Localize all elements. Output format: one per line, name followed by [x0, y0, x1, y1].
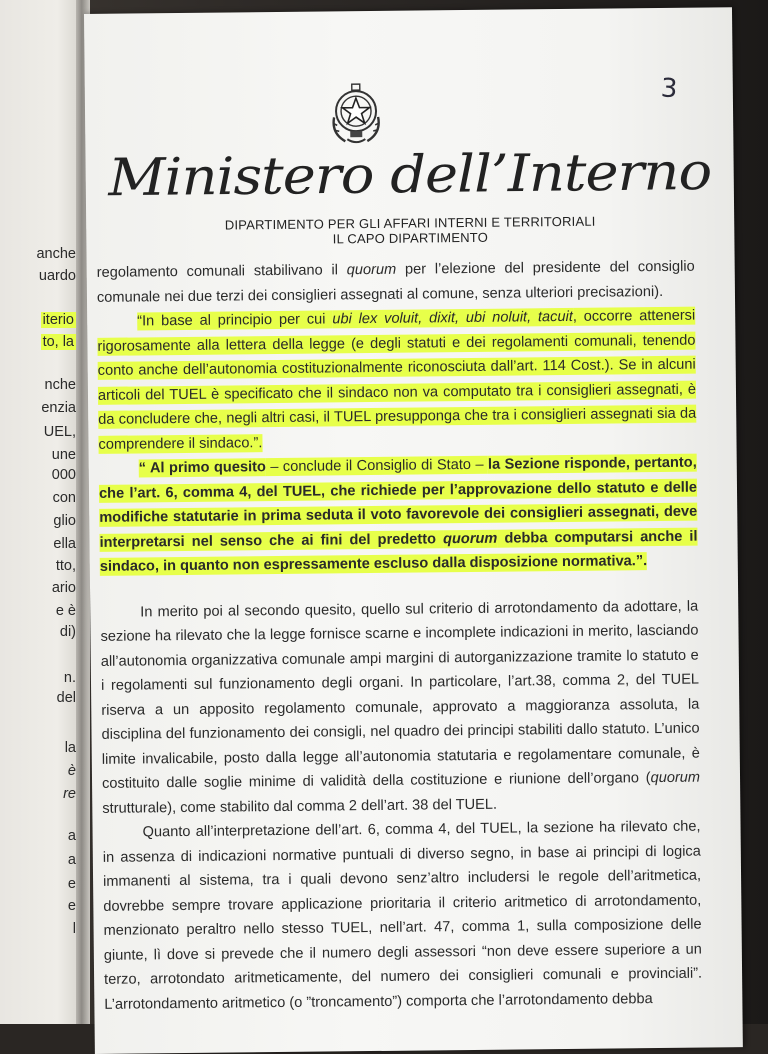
office-line: IL CAPO DIPARTIMENTO [332, 229, 489, 247]
left-page-text-fragment: e [67, 876, 76, 892]
paragraph-5 [102, 815, 702, 1017]
highlighted-bold-italic-text: quorum [442, 530, 498, 547]
text-run-italic: quorum [650, 769, 701, 787]
left-page-text-fragment: ella [53, 536, 76, 552]
text-run: strutturale), come stabilito dal comma 2 dell’art. 38 del TUEL. [102, 796, 498, 817]
left-page-text-fragment: nche [44, 377, 76, 393]
previous-page [0, 0, 82, 1024]
highlighted-bold-text: “ Al primo quesito [138, 459, 266, 477]
left-page-text-fragment: uardo [38, 268, 76, 284]
left-page-text-fragment: la [64, 740, 76, 756]
text-run: regolamento comunali stabilivano il [96, 262, 347, 281]
left-page-text-fragment: di) [59, 624, 76, 640]
left-page-text-fragment: re [63, 786, 76, 802]
text-run: In merito poi al secondo quesito, quello sul criterio di arrotondamento da adottare, la sezione ha rilevato che la legge fornisce scarne e incomplete indicazioni in merito, lasciando all’autonomia organizzativa comunale ampi margini di autorganizzazione tramite lo statuto e i regolamenti sul funzionamento degli organi. In particolare, l’art.38, comma 2, del TUEL riserva a un apposito regolamento comunale, approvato a maggioranza assoluta, la disciplina del funzionamento dei consigli, nel quadro dei principi stabiliti dallo statuto. L’unico limite invalicabile, posto dalla legge all’autonomia statutaria e regolamentare comunale, è costituito dalle soglie minime di validità della costituzione e riunione dell’organo ( [100, 598, 700, 792]
left-page-text-fragment: con [52, 490, 76, 506]
handwritten-page-number: 3 [659, 73, 679, 105]
highlighted-bold-text: debba computarsi anche il sindaco, in quanto non espressamente escluso dalla disposizione normativa.”. [99, 528, 698, 575]
department-line: DIPARTIMENTO PER GLI AFFARI INTERNI E TERRITORIALI [224, 213, 596, 233]
left-page-text-fragment: ario [51, 580, 76, 596]
body-text [97, 255, 703, 1017]
highlighted-text-italic: ubi lex voluit, dixit, ubi noluit, tacuit [332, 308, 573, 328]
highlighted-text: , occorre attenersi rigorosamente alla lettera della legge (e degli statuti e dei regolamenti comunali, tenendo conto anche dell’autonomia costituzionalmente riconosciuta dall’art. 114 Cost.). Se in alcuni articoli del TUEL è specificato che il sindaco non va computato tra i consiglieri assegnati, è da concludere che, negli altri casi, il TUEL presupponga che tra i consiglieri assegnati sia da comprendere il sindaco.”. [97, 307, 697, 453]
left-page-text-fragment: enzia [41, 400, 76, 416]
highlighted-text: “In base al principio per cui [137, 311, 333, 330]
left-page-text-fragment: iterio [42, 312, 74, 328]
left-page-text-fragment: une [51, 447, 76, 463]
left-page-text-fragment: e è [55, 603, 76, 619]
paragraph-4 [100, 594, 700, 821]
left-page-text-fragment: e [67, 898, 76, 914]
left-page-text-fragment: n. [63, 670, 76, 686]
left-page-text-fragment: a [67, 828, 76, 844]
left-page-text-fragment: del [56, 690, 76, 706]
paragraph-1 [97, 255, 695, 310]
highlighted-bold-text: la Sezione risponde, pertanto, che l’art. 6, comma 4, del TUEL, che richiede per l’approvazione dello statuto e delle modifiche statutarie in prima seduta il voto favorevole dei consiglieri assegnati, deve interpretarsi nel senso che ai fini del predetto [98, 454, 698, 551]
paragraph-3-conclusion [99, 451, 698, 580]
document-page [84, 7, 743, 1054]
text-run: per l’elezione del presidente del consiglio comunale nei due terzi dei consiglieri assegnati al comune, senza ulteriori precisazioni). [96, 258, 695, 306]
left-page-text-fragment: è [67, 763, 76, 779]
left-page-text-fragment: a [67, 852, 76, 868]
left-page-text-fragment: 000 [51, 467, 76, 483]
left-page-text-fragment: to, la [42, 334, 74, 350]
paragraph-2-quote [97, 304, 697, 457]
left-page-text-fragment: tto, [55, 558, 76, 574]
left-page-text-fragment: glio [53, 513, 76, 529]
text-run-italic: quorum [346, 261, 397, 279]
left-page-text-fragment: anche [36, 246, 76, 262]
left-page-text-fragment: l [72, 921, 76, 937]
highlighted-text: – conclude il Consiglio di Stato – [265, 456, 489, 476]
text-run: Quanto all’interpretazione dell’art. 6, comma 4, del TUEL, la sezione ha rilevato che, in assenza di indicazioni normative puntuali di diverso segno, in base ai principi di logica immanenti al sistema, tra i quali devono senz’altro includersi le regole dell’aritmetica, dovrebbe sempre trovare applicazione prioritaria il criterio aritmetico di arrotondamento, menzionato peraltro nello stesso TUEL, nell’art. 47, comma 1, sulla composizione delle giunte, lì dove si prevede che il numero degli assessori “non deve essere superiore a un terzo, arrotondato aritmeticamente, del numero dei consiglieri comunali e provinciali”. L’arrotondamento aritmetico (o ”troncamento”) comporta che l’arrotondamento debba [102, 818, 703, 1013]
left-page-text-fragment: UEL, [43, 424, 76, 440]
ministry-title: Ministero dell’Interno [107, 142, 712, 209]
italian-republic-emblem-icon [325, 81, 388, 148]
